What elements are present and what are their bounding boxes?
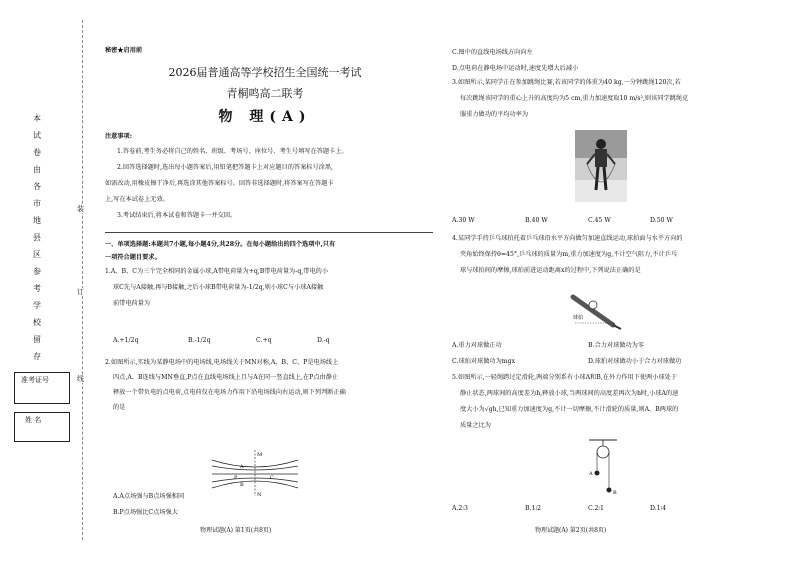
exam-number-label: 准考证号 [21, 376, 49, 384]
q5-option-a: A.2∶3 [452, 505, 468, 512]
note-item: 2.回答选择题时,选出每小题答案后,用铅笔把答题卡上对应题目的答案标号涂黑, [117, 164, 333, 171]
q3-option-d: D.50 W [650, 217, 673, 224]
q1-line: 前带电荷量为 [113, 300, 151, 307]
q4-option-a: A.重力对球做正功 [452, 342, 502, 349]
exam-subtitle: 青桐鸣高二联考 [226, 87, 304, 100]
notes-list [105, 148, 430, 228]
q2-option-b: B.P点场强比C点场强大 [113, 509, 178, 516]
q2-option-a: A.A点场强与B点场强相同 [113, 493, 185, 500]
question-5 [452, 374, 782, 438]
q3-option-b: B.40 W [525, 217, 548, 224]
q4-line: 夹角始终保持θ=45°,乒乓球的质量为m,重力加速度为g,不计空气阻力,不计乒乓 [460, 251, 678, 258]
seal-char-3: 线 [77, 375, 84, 383]
q1-line: 球C先与A接触,再与B接触,之后小球B带电荷量为-1/2q,则小球C与小球A接触 [113, 284, 324, 291]
q2-label-p: P [234, 475, 238, 481]
note-item: 如需改动,用橡皮擦干净后,再选涂其他答案标号。回答非选择题时,将答案写在答题卡 [105, 180, 334, 187]
seal-char-2: 订 [77, 288, 84, 296]
note-item: 上,写在本试卷上无效。 [105, 196, 169, 203]
q5-label-a: A [589, 471, 593, 477]
footer-left: 物理试题(A) 第1页(共8页) [200, 527, 272, 534]
q1-option-c: C.+q [256, 337, 272, 344]
q4-option-d: D.球拍对球做功小于合力对球做功 [588, 358, 682, 365]
q4-paddle-figure [565, 283, 625, 331]
q2-label-n: N [257, 492, 262, 498]
q5-line: 静止状态,两球间的高度差为h,释放小球,当两球间的高度差再次为h时,小球A的速 [460, 390, 679, 397]
secret-tag: 秘密★启用前 [105, 47, 143, 54]
q4-line: 球与球拍间的摩擦,球拍前进运动距离x的过程中,下列说法正确的是 [460, 267, 641, 274]
section1-line1: 一、单项选择题:本题共7小题,每小题4分,共28分。在每小题给出的四个选项中,只有 [105, 241, 336, 248]
section1-line2: 一项符合题目要求。 [105, 254, 161, 261]
question-1 [105, 268, 435, 316]
q5-pulley-figure [585, 438, 621, 498]
q2-label-m: M [257, 452, 263, 458]
q3-line: 每次跳绳该同学的重心上升的高度均为5 cm,重力加速度取10 m/s²,则该同学跳绳克 [460, 95, 689, 102]
q2-option-d: D.点电荷在静电场中运动时,速度先增大后减小 [452, 65, 579, 72]
binding-notice-column: 本 试 卷 由 各 市 地 县 区 参 考 学 校 留 存 [33, 114, 41, 361]
note-item: 1.答卷前,考生务必将自己的姓名、班级、考场号、座位号、考生号填写在答题卡上。 [117, 148, 348, 155]
q5-option-c: C.2∶1 [588, 505, 604, 512]
q3-photo [575, 130, 627, 202]
q5-line: 5.如图所示,一轻绳跨过定滑轮,两端分别系有小球A和B,在外力作用下使两小球处于 [452, 374, 678, 381]
name-label: 姓 名 [25, 416, 42, 424]
q2-label-b: B [240, 482, 244, 488]
q2-line: 释放一个带负电的点电荷,点电荷仅在电场力作用下沿电场线向右运动,则下列判断正确 [113, 389, 346, 396]
q4-line: 4.某同学手持乒乓球拍托着乒乓球沿水平方向做匀加速直线运动,球拍面与水平方向的 [452, 235, 683, 242]
exam-number-box [14, 372, 70, 404]
seal-line [82, 20, 83, 540]
q2-label-c: C [270, 475, 274, 481]
q3-option-c: C.45 W [588, 217, 611, 224]
exam-title: 2026届普通高等学校招生全国统一考试 [168, 66, 362, 79]
q3-option-a: A.30 W [452, 217, 475, 224]
q2-line: 四点,A、B连线与MN垂直,P点在直线电场线上且与A在同一竖直线上,在P点由静止 [113, 374, 339, 381]
q4-label-paddle: 球拍 [573, 315, 584, 321]
q3-line: 3.如图所示,某同学正在参加跳绳比赛,若该同学的体重为40 kg,一分钟跳绳120次,若 [452, 79, 681, 86]
q2-line: 2.如图所示,实线为某静电场中的电场线,电场线关于MN对称,A、B、C、P是电场线上 [105, 359, 339, 366]
q1-option-a: A.+1/2q [113, 337, 139, 344]
question-3 [452, 79, 782, 127]
q5-option-d: D.1∶4 [650, 505, 667, 512]
q3-line: 服重力做功的平均功率为 [460, 111, 529, 118]
q5-line: 度大小为√gh,已知重力加速度为g,不计一切摩擦,不计滑轮的质量,则A、B两球的 [460, 406, 679, 413]
notes-title: 注意事项: [105, 133, 133, 140]
q5-label-b: B [613, 490, 617, 496]
name-box [14, 412, 70, 442]
q4-option-c: C.球拍对球做功为mgx [452, 358, 516, 365]
q4-option-b: B.合力对球做功为零 [588, 342, 645, 349]
question-4 [452, 235, 782, 283]
q1-option-b: B.-1/2q [188, 337, 211, 344]
q2-option-c: C.图中的直线电场线方向向左 [452, 49, 533, 56]
notes-divider [105, 232, 433, 233]
q2-label-a: A [240, 464, 244, 470]
q2-line: 的是 [113, 404, 126, 411]
q1-option-d: D.-q [317, 337, 330, 344]
seal-char-1: 装 [77, 205, 84, 213]
q5-line: 质量之比为 [460, 422, 491, 429]
q2-field-figure [210, 448, 300, 498]
q5-option-b: B.1∶2 [525, 505, 541, 512]
subject-title: 物 理(A) [218, 109, 312, 125]
footer-right: 物理试题(A) 第2页(共8页) [535, 527, 607, 534]
q1-line: 1.A、B、C为三个完全相同的金属小球,A带电荷量为+q,B带电荷量为-q,带电的小 [105, 268, 329, 275]
question-2 [105, 359, 435, 419]
note-item: 3.考试结束后,将本试卷和答题卡一并交回。 [117, 212, 237, 219]
